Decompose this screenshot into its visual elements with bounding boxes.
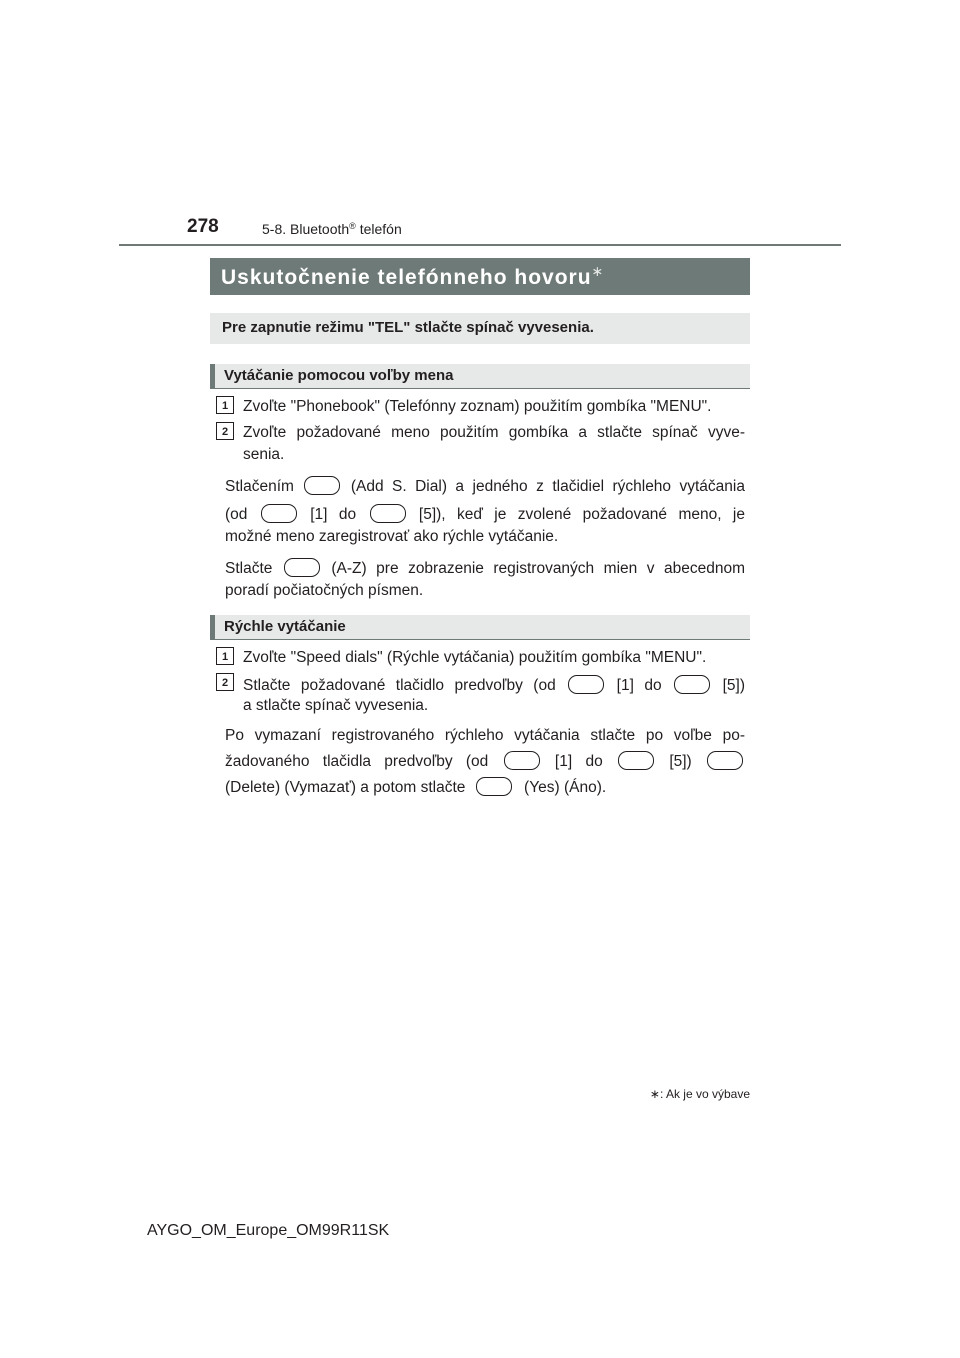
footnote-marker: ∗ — [649, 1087, 660, 1101]
text-fragment: [5]), keď je zvolené požadované meno, je — [418, 506, 745, 523]
text-fragment: (Delete) (Vymazať) a potom stlačte — [225, 779, 466, 796]
step-number: 2 — [216, 422, 234, 440]
text-fragment: [1] do — [616, 677, 662, 694]
page-number: 278 — [187, 216, 219, 237]
paragraph-line: Po vymazaní registrovaného rýchleho vytáčania stlačte po voľbe po- — [225, 727, 745, 744]
step-text-continued: a stlačte spínač vyvesenia. — [243, 697, 429, 714]
text-fragment: (A-Z) pre zobrazenie registrovaných mien v abecednom — [331, 560, 745, 577]
subheading-speed-dialing: Rýchle vytáčanie — [210, 615, 750, 640]
document-code: AYGO_OM_Europe_OM99R11SK — [147, 1222, 390, 1239]
paragraph-line — [225, 476, 745, 496]
preset-button-icon — [674, 675, 710, 694]
step-number: 1 — [216, 647, 234, 665]
preset-button-icon — [504, 751, 540, 770]
intro-note: Pre zapnutie režimu "TEL" stlačte spínač vyvesenia. — [210, 313, 750, 344]
header-divider — [119, 244, 841, 246]
text-fragment: [5]) — [722, 677, 745, 694]
text-fragment: Stlačením — [225, 478, 294, 495]
paragraph-line: možné meno zaregistrovať ako rýchle vytáčanie. — [225, 528, 559, 545]
text-fragment: [5]) — [669, 753, 692, 770]
paragraph-line — [225, 777, 606, 797]
step-text: Zvoľte "Speed dials" (Rýchle vytáčania) použitím gombíka "MENU". — [243, 649, 707, 666]
yes-button-icon — [476, 777, 512, 796]
step-text: Zvoľte "Phonebook" (Telefónny zoznam) použitím gombíka "MENU". — [243, 398, 712, 415]
chapter-title — [262, 221, 402, 237]
section-title — [210, 258, 750, 295]
paragraph-line — [225, 558, 745, 578]
text-fragment: žadovaného tlačidla predvoľby (od — [225, 753, 489, 770]
step-text — [243, 675, 745, 695]
text-fragment: (Add S. Dial) a jedného z tlačidiel rýchleho vytáčania — [350, 478, 745, 495]
text-fragment: (od — [225, 506, 248, 523]
step-number: 1 — [216, 396, 234, 414]
step-text-continued: senia. — [243, 446, 285, 463]
text-fragment: (Yes) (Áno). — [524, 779, 607, 796]
text-fragment: Stlačte — [225, 560, 273, 577]
add-speed-dial-button-icon — [304, 476, 340, 495]
paragraph-line — [225, 504, 745, 524]
subheading-name-dialing: Vytáčanie pomocou voľby mena — [210, 364, 750, 389]
optional-marker: ∗ — [591, 263, 605, 279]
text-fragment: Stlačte požadované tlačidlo predvoľby (od — [243, 677, 556, 694]
a-z-button-icon — [284, 558, 320, 577]
preset-button-icon — [370, 504, 406, 523]
footnote — [650, 1087, 750, 1101]
step-text: Zvoľte požadované meno použitím gombíka a stlačte spínač vyve- — [243, 424, 745, 441]
chapter-name: 5-8. Bluetooth — [262, 221, 350, 237]
preset-button-icon — [618, 751, 654, 770]
section-title-text: Uskutočnenie telefónneho hovoru — [221, 266, 592, 289]
chapter-suffix: telefón — [355, 221, 402, 237]
footnote-text: : Ak je vo výbave — [659, 1087, 750, 1101]
text-fragment: [1] do — [310, 506, 357, 523]
paragraph-line — [225, 751, 745, 771]
delete-button-icon — [707, 751, 743, 770]
step-number: 2 — [216, 673, 234, 691]
paragraph-line: poradí počiatočných písmen. — [225, 582, 424, 599]
preset-button-icon — [261, 504, 297, 523]
text-fragment: [1] do — [554, 753, 603, 770]
registered-mark: ® — [349, 221, 356, 231]
preset-button-icon — [568, 675, 604, 694]
